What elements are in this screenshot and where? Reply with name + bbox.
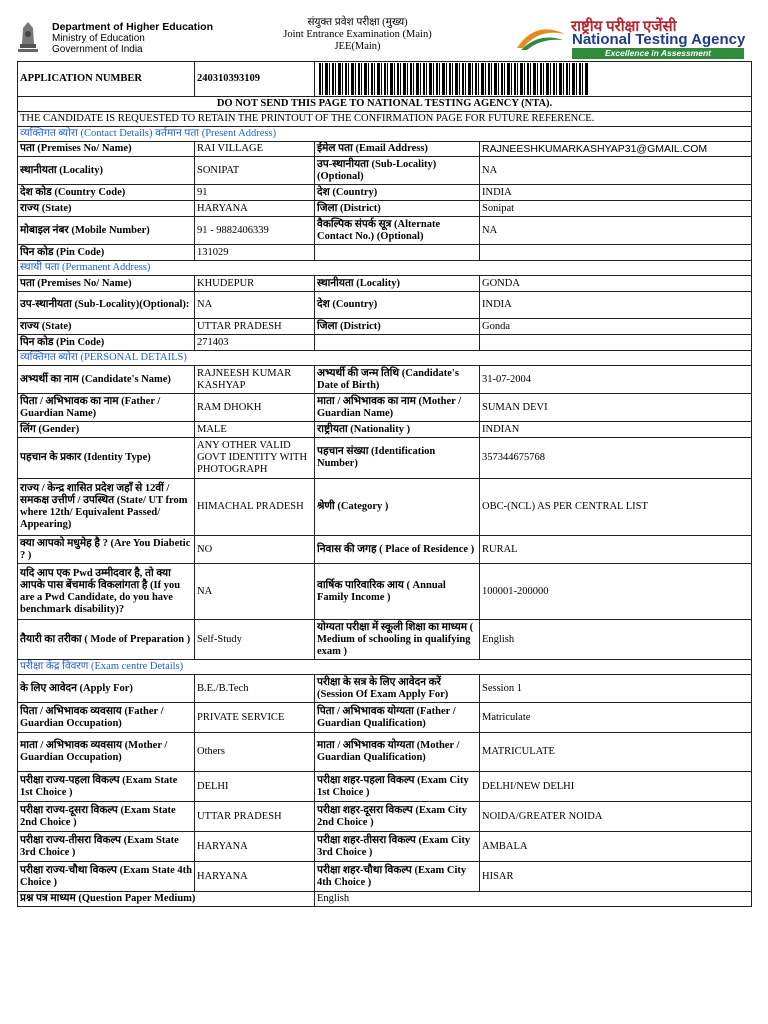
field-label: राज्य (State) xyxy=(18,201,195,217)
field-label: राज्य / केन्द्र शासित प्रदेश जहाँ से 12वीं / समकक्ष उत्तीर्ण / उपस्थित (State/ UT from where 12th/ Equivalent Passed/ Appearing) xyxy=(18,479,195,536)
exam-row xyxy=(18,733,752,772)
field-label: पिता / अभिभावक योग्यता (Father / Guardian Qualification) xyxy=(315,703,480,733)
field-value: 91 xyxy=(195,185,315,201)
exam-title xyxy=(240,17,475,53)
field-label: क्या आपको मधुमेह है ? (Are You Diabetic ? ) xyxy=(18,536,195,564)
section-title-permanent: स्थायी पता (Permanent Address) xyxy=(18,261,752,276)
field-value: INDIA xyxy=(480,185,752,201)
field-value xyxy=(480,245,752,261)
field-value: NA xyxy=(195,564,315,620)
field-label: वार्षिक पारिवारिक आय ( Annual Family Income ) xyxy=(315,564,480,620)
field-value: MALE xyxy=(195,422,315,438)
field-label: देश कोड (Country Code) xyxy=(18,185,195,201)
field-label: पिता / अभिभावक व्यवसाय (Father / Guardian Occupation) xyxy=(18,703,195,733)
field-label: पिन कोड (Pin Code) xyxy=(18,245,195,261)
confirmation-table xyxy=(17,61,752,907)
personal-row xyxy=(18,438,752,479)
field-label: पता (Premises No/ Name) xyxy=(18,276,195,292)
dept-line-3: Government of India xyxy=(52,44,143,55)
field-value: 31-07-2004 xyxy=(480,366,752,394)
field-label: स्थानीयता (Locality) xyxy=(18,157,195,185)
field-label xyxy=(315,245,480,261)
field-value: Session 1 xyxy=(480,675,752,703)
question-paper-medium-label: प्रश्न पत्र माध्यम (Question Paper Medium) xyxy=(18,892,315,907)
field-value: DELHI/NEW DELHI xyxy=(480,772,752,802)
permanent-row xyxy=(18,319,752,335)
national-emblem-icon xyxy=(14,18,42,56)
field-label: माता / अभिभावक योग्यता (Mother / Guardian Qualification) xyxy=(315,733,480,772)
field-label: परीक्षा राज्य-दूसरा विकल्प (Exam State 2nd Choice ) xyxy=(18,802,195,832)
field-label: जिला (District) xyxy=(315,319,480,335)
notice-retain-printout: THE CANDIDATE IS REQUESTED TO RETAIN THE PRINTOUT OF THE CONFIRMATION PAGE FOR FUTURE REFERENCE. xyxy=(18,112,752,127)
field-label: वैकल्पिक संपर्क सूत्र (Alternate Contact No.) (Optional) xyxy=(315,217,480,245)
medium-row xyxy=(18,892,752,907)
field-label: उप-स्थानीयता (Sub-Locality)(Optional): xyxy=(18,292,195,319)
field-value: ANY OTHER VALID GOVT IDENTITY WITH PHOTOGRAPH xyxy=(195,438,315,479)
field-label: यदि आप एक Pwd उम्मीदवार है, तो क्या आपके पास बेंचमार्क विकलांगता है (If you are a Pwd Candidate, do you have benchmark disability)? xyxy=(18,564,195,620)
exam-row xyxy=(18,703,752,733)
exam-row xyxy=(18,772,752,802)
field-label: लिंग (Gender) xyxy=(18,422,195,438)
field-label: माता / अभिभावक व्यवसाय (Mother / Guardian Occupation) xyxy=(18,733,195,772)
field-value: 131029 xyxy=(195,245,315,261)
exam-title-hindi: संयुक्त प्रवेश परीक्षा (मुख्य) xyxy=(307,17,408,28)
field-label: पहचान संख्या (Identification Number) xyxy=(315,438,480,479)
permanent-row xyxy=(18,276,752,292)
field-value: HIMACHAL PRADESH xyxy=(195,479,315,536)
present-row xyxy=(18,217,752,245)
field-label: मोबाइल नंबर (Mobile Number) xyxy=(18,217,195,245)
field-label: परीक्षा के सत्र के लिए आवेदन करें (Session Of Exam Apply For) xyxy=(315,675,480,703)
nta-logo xyxy=(515,18,755,58)
field-value: RAM DHOKH xyxy=(195,394,315,422)
field-label: ईमेल पता (Email Address) xyxy=(315,142,480,157)
question-paper-medium-value: English xyxy=(315,892,752,907)
field-value: NA xyxy=(480,157,752,185)
personal-row xyxy=(18,564,752,620)
department-block xyxy=(52,22,213,55)
application-row xyxy=(18,62,752,97)
application-number-label: APPLICATION NUMBER xyxy=(18,62,195,97)
field-value: SUMAN DEVI xyxy=(480,394,752,422)
field-label: अभ्यर्थी की जन्म तिथि (Candidate's Date of Birth) xyxy=(315,366,480,394)
notice-row-1 xyxy=(18,97,752,112)
field-label: परीक्षा राज्य-चौथा विकल्प (Exam State 4th Choice ) xyxy=(18,862,195,892)
field-value: 100001-200000 xyxy=(480,564,752,620)
section-title-personal: व्यक्तिगत ब्योरा (PERSONAL DETAILS) xyxy=(18,351,752,366)
page-header xyxy=(0,0,768,60)
exam-title-english: Joint Entrance Examination (Main) xyxy=(283,29,432,40)
field-value: DELHI xyxy=(195,772,315,802)
dept-line-2: Ministry of Education xyxy=(52,33,145,44)
field-value: RAI VILLAGE xyxy=(195,142,315,157)
field-label: निवास की जगह ( Place of Residence ) xyxy=(315,536,480,564)
field-value: 271403 xyxy=(195,335,315,351)
nta-name-english: National Testing Agency xyxy=(572,31,746,48)
personal-row xyxy=(18,479,752,536)
nta-swoosh-icon xyxy=(515,24,567,52)
field-value: 357344675768 xyxy=(480,438,752,479)
field-value: Self-Study xyxy=(195,620,315,660)
field-label: पिन कोड (Pin Code) xyxy=(18,335,195,351)
section-permanent xyxy=(18,261,752,276)
present-row xyxy=(18,157,752,185)
field-value: RURAL xyxy=(480,536,752,564)
field-label: परीक्षा राज्य-पहला विकल्प (Exam State 1st Choice ) xyxy=(18,772,195,802)
field-value: UTTAR PRADESH xyxy=(195,802,315,832)
section-present xyxy=(18,127,752,142)
field-label: योग्यता परीक्षा में स्कूली शिक्षा का माध्यम ( Medium of schooling in qualifying exam ) xyxy=(315,620,480,660)
field-label: उप-स्थानीयता (Sub-Locality)(Optional) xyxy=(315,157,480,185)
permanent-row xyxy=(18,335,752,351)
field-value: HARYANA xyxy=(195,832,315,862)
field-label: देश (Country) xyxy=(315,292,480,319)
personal-row xyxy=(18,422,752,438)
personal-row xyxy=(18,366,752,394)
field-value: INDIA xyxy=(480,292,752,319)
field-value: 91 - 9882406339 xyxy=(195,217,315,245)
field-label: अभ्यर्थी का नाम (Candidate's Name) xyxy=(18,366,195,394)
field-label: माता / अभिभावक का नाम (Mother / Guardian Name) xyxy=(315,394,480,422)
barcode-image xyxy=(319,63,589,95)
field-value: KHUDEPUR xyxy=(195,276,315,292)
field-label: जिला (District) xyxy=(315,201,480,217)
present-row xyxy=(18,185,752,201)
notice-row-2 xyxy=(18,112,752,127)
field-value: HARYANA xyxy=(195,201,315,217)
field-label: के लिए आवेदन (Apply For) xyxy=(18,675,195,703)
field-value: SONIPAT xyxy=(195,157,315,185)
field-value: INDIAN xyxy=(480,422,752,438)
field-label: राष्ट्रीयता (Nationality ) xyxy=(315,422,480,438)
field-label: परीक्षा शहर-चौथा विकल्प (Exam City 4th Choice ) xyxy=(315,862,480,892)
field-value: AMBALA xyxy=(480,832,752,862)
present-row xyxy=(18,201,752,217)
field-label: स्थानीयता (Locality) xyxy=(315,276,480,292)
notice-do-not-send: DO NOT SEND THIS PAGE TO NATIONAL TESTING AGENCY (NTA). xyxy=(18,97,752,112)
dept-line-1: Department of Higher Education xyxy=(52,21,214,33)
barcode-cell xyxy=(315,62,752,97)
field-value: NO xyxy=(195,536,315,564)
present-row xyxy=(18,142,752,157)
field-value: NOIDA/GREATER NOIDA xyxy=(480,802,752,832)
field-label: परीक्षा शहर-पहला विकल्प (Exam City 1st Choice ) xyxy=(315,772,480,802)
field-label: परीक्षा राज्य-तीसरा विकल्प (Exam State 3rd Choice ) xyxy=(18,832,195,862)
field-value: PRIVATE SERVICE xyxy=(195,703,315,733)
permanent-row xyxy=(18,292,752,319)
field-label xyxy=(315,335,480,351)
application-number-value: 240310393109 xyxy=(195,62,315,97)
nta-tagline: Excellence in Assessment xyxy=(572,48,744,59)
exam-row xyxy=(18,802,752,832)
field-value: NA xyxy=(480,217,752,245)
field-label: देश (Country) xyxy=(315,185,480,201)
field-label: परीक्षा शहर-दूसरा विकल्प (Exam City 2nd Choice ) xyxy=(315,802,480,832)
field-label: श्रेणी (Category ) xyxy=(315,479,480,536)
field-value: Matriculate xyxy=(480,703,752,733)
exam-row xyxy=(18,862,752,892)
field-value: UTTAR PRADESH xyxy=(195,319,315,335)
exam-title-short: JEE(Main) xyxy=(334,41,381,52)
field-label: पता (Premises No/ Name) xyxy=(18,142,195,157)
field-label: पिता / अभिभावक का नाम (Father / Guardian Name) xyxy=(18,394,195,422)
field-value: RAJNEESHKUMARKASHYAP31@GMAIL.COM xyxy=(480,142,752,157)
field-value: B.E./B.Tech xyxy=(195,675,315,703)
field-label: पहचान के प्रकार (Identity Type) xyxy=(18,438,195,479)
present-row xyxy=(18,245,752,261)
field-label: परीक्षा शहर-तीसरा विकल्प (Exam City 3rd Choice ) xyxy=(315,832,480,862)
section-title-exam: परीक्षा केंद्र विवरण (Exam centre Details) xyxy=(18,660,752,675)
personal-row xyxy=(18,620,752,660)
field-value: NA xyxy=(195,292,315,319)
field-value: English xyxy=(480,620,752,660)
personal-row xyxy=(18,536,752,564)
field-label: राज्य (State) xyxy=(18,319,195,335)
field-value: RAJNEESH KUMAR KASHYAP xyxy=(195,366,315,394)
field-value xyxy=(480,335,752,351)
field-value: MATRICULATE xyxy=(480,733,752,772)
field-value: Gonda xyxy=(480,319,752,335)
exam-row xyxy=(18,832,752,862)
exam-row xyxy=(18,675,752,703)
field-value: Others xyxy=(195,733,315,772)
nta-name-hindi: राष्ट्रीय परीक्षा एजेंसी xyxy=(571,19,677,35)
section-exam xyxy=(18,660,752,675)
field-value: HISAR xyxy=(480,862,752,892)
personal-row xyxy=(18,394,752,422)
section-personal xyxy=(18,351,752,366)
field-label: तैयारी का तरीका ( Mode of Preparation ) xyxy=(18,620,195,660)
field-value: GONDA xyxy=(480,276,752,292)
field-value: OBC-(NCL) AS PER CENTRAL LIST xyxy=(480,479,752,536)
section-title-present: व्यक्तिगत ब्योरा (Contact Details) वर्तमान पता (Present Address) xyxy=(18,127,752,142)
field-value: Sonipat xyxy=(480,201,752,217)
field-value: HARYANA xyxy=(195,862,315,892)
